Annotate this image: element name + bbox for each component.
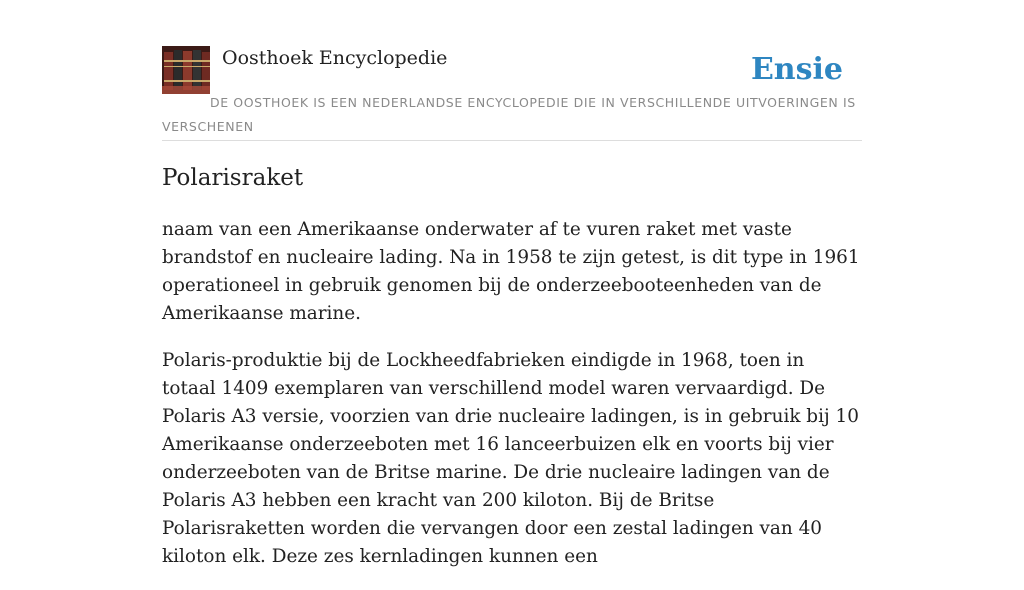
article-title: Polarisraket [162, 165, 304, 191]
site-tagline: DE OOSTHOEK IS EEN NEDERLANDSE ENCYCLOPEDIE DIE IN VERSCHILLENDE UITVOERINGEN IS VERSCHENEN [162, 95, 856, 134]
article-body [162, 216, 862, 590]
book-spines-icon[interactable] [162, 46, 210, 94]
brand-logo[interactable]: Ensie [750, 52, 843, 87]
site-header [162, 46, 862, 141]
article-paragraph: naam van een Amerikaanse onderwater af te vuren raket met vaste brandstof en nucleaire lading. Na in 1958 te zijn getest, is dit type in 1961 operationeel in gebruik genomen bij de onderzeebooteenheden van de Amerikaanse marine. [162, 219, 860, 324]
article-paragraph: Polaris-produktie bij de Lockheedfabrieken eindigde in 1968, toen in totaal 1409 exemplaren van verschillend model waren vervaardigd. De Polaris A3 versie, voorzien van drie nucleaire ladingen, is in gebruik bij 10 Amerikaanse onderzeeboten met 16 lanceerbuizen elk en voorts bij vier onderzeeboten van de Britse marine. De drie nucleaire ladingen van de Polaris A3 hebben een kracht van 200 kiloton. Bij de Britse Polarisraketten worden die vervangen door een zestal ladingen van 40 kiloton elk. Deze zes kernladingen kunnen een [162, 350, 859, 567]
site-name[interactable]: Oosthoek Encyclopedie [222, 47, 448, 69]
